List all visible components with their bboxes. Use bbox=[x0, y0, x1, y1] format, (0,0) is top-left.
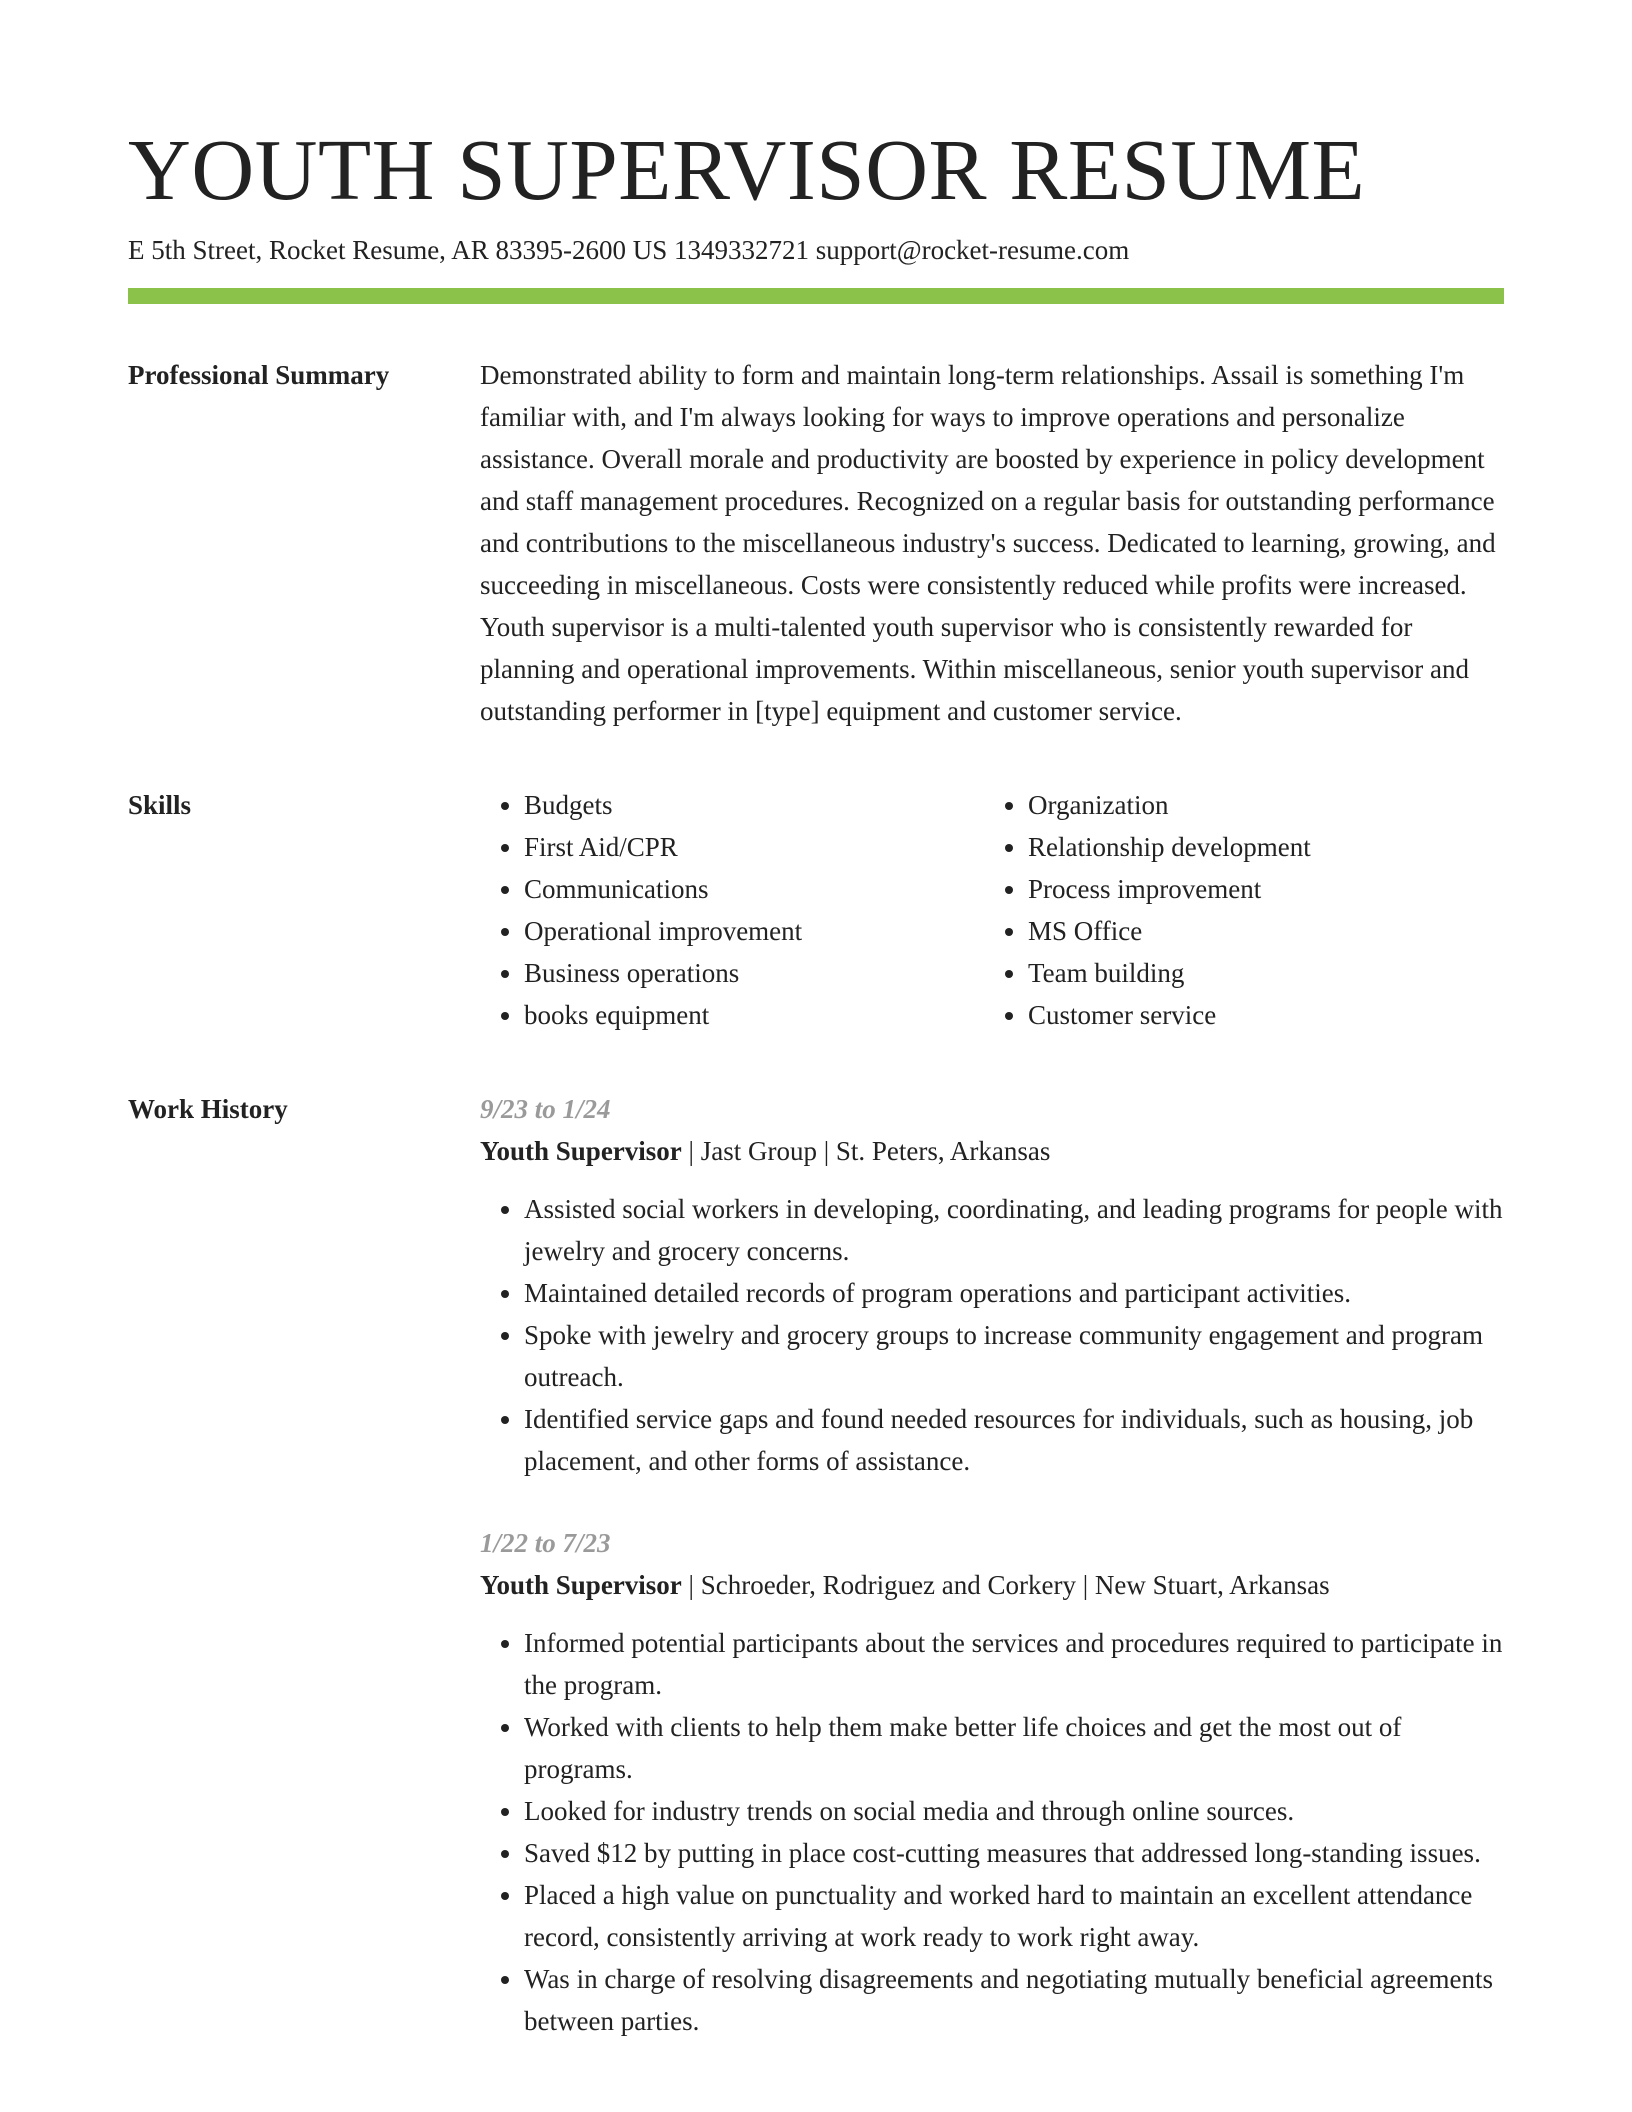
skill-item: • Business operations bbox=[524, 952, 984, 994]
summary-label: Professional Summary bbox=[128, 360, 390, 390]
skill-item: • MS Office bbox=[1028, 910, 1488, 952]
duty-item: • Identified service gaps and found needed resources for individuals, such as housing, job placement, and other forms of assistance. bbox=[524, 1398, 1504, 1482]
job-header bbox=[480, 1130, 1504, 1172]
skill-item: • Relationship development bbox=[1028, 826, 1488, 868]
job-duties bbox=[480, 1622, 1504, 2042]
summary-section bbox=[128, 354, 1504, 732]
job-title: Youth Supervisor bbox=[480, 1136, 682, 1166]
job-dates: 1/22 to 7/23 bbox=[480, 1528, 611, 1558]
resume-title: YOUTH SUPERVISOR RESUME bbox=[128, 121, 1366, 218]
skill-item: • Customer service bbox=[1028, 994, 1488, 1036]
duty-item: • Looked for industry trends on social media and through online sources. bbox=[524, 1790, 1504, 1832]
work-history-label: Work History bbox=[128, 1094, 288, 1124]
job-duties bbox=[480, 1188, 1504, 1482]
accent-divider bbox=[128, 288, 1504, 304]
duty-item: • Maintained detailed records of program operations and participant activities. bbox=[524, 1272, 1504, 1314]
job-details: | Schroeder, Rodriguez and Corkery | New Stuart, Arkansas bbox=[681, 1570, 1330, 1600]
job-entry bbox=[480, 1088, 1504, 1482]
skills-list-right bbox=[984, 784, 1488, 1036]
skill-item: • Budgets bbox=[524, 784, 984, 826]
skills-section bbox=[128, 784, 1504, 1036]
job-header bbox=[480, 1564, 1504, 1606]
skill-item: • books equipment bbox=[524, 994, 984, 1036]
duty-item: • Saved $12 by putting in place cost-cutting measures that addressed long-standing issues. bbox=[524, 1832, 1504, 1874]
skill-item: • Organization bbox=[1028, 784, 1488, 826]
duty-item: • Worked with clients to help them make better life choices and get the most out of programs. bbox=[524, 1706, 1504, 1790]
duty-item: • Informed potential participants about the services and procedures required to participate in the program. bbox=[524, 1622, 1504, 1706]
job-dates: 9/23 to 1/24 bbox=[480, 1094, 611, 1124]
duty-item: • Spoke with jewelry and grocery groups to increase community engagement and program outreach. bbox=[524, 1314, 1504, 1398]
duty-item: • Was in charge of resolving disagreements and negotiating mutually beneficial agreements between parties. bbox=[524, 1958, 1504, 2042]
skills-list-left bbox=[480, 784, 984, 1036]
duty-item: • Placed a high value on punctuality and worked hard to maintain an excellent attendance record, consistently arriving at work ready to work right away. bbox=[524, 1874, 1504, 1958]
skill-item: • Communications bbox=[524, 868, 984, 910]
job-details: | Jast Group | St. Peters, Arkansas bbox=[681, 1136, 1051, 1166]
contact-info: E 5th Street, Rocket Resume, AR 83395-2600 US 1349332721 support@rocket-resume.com bbox=[128, 235, 1130, 265]
duty-item: • Assisted social workers in developing, coordinating, and leading programs for people with jewelry and grocery concerns. bbox=[524, 1188, 1504, 1272]
summary-text: Demonstrated ability to form and maintain long-term relationships. Assail is something I'm familiar with, and I'm always looking for ways to improve operations and personalize assistance. Overall morale and productivity are boosted by experience in policy development and staff management procedures. Recognized on a regular basis for outstanding performance and contributions to the miscellaneous industry's success. Dedicated to learning, growing, and succeeding in miscellaneous. Costs were consistently reduced while profits were increased. Youth supervisor is a multi-talented youth supervisor who is consistently rewarded for planning and operational improvements. Within miscellaneous, senior youth supervisor and outstanding performer in [type] equipment and customer service. bbox=[480, 360, 1496, 726]
skill-item: • Operational improvement bbox=[524, 910, 984, 952]
skills-label: Skills bbox=[128, 790, 192, 820]
job-title: Youth Supervisor bbox=[480, 1570, 682, 1600]
skill-item: • Process improvement bbox=[1028, 868, 1488, 910]
skill-item: • Team building bbox=[1028, 952, 1488, 994]
resume-page bbox=[128, 118, 1504, 2082]
job-entry bbox=[480, 1522, 1504, 2042]
work-history-section bbox=[128, 1088, 1504, 2082]
skill-item: • First Aid/CPR bbox=[524, 826, 984, 868]
